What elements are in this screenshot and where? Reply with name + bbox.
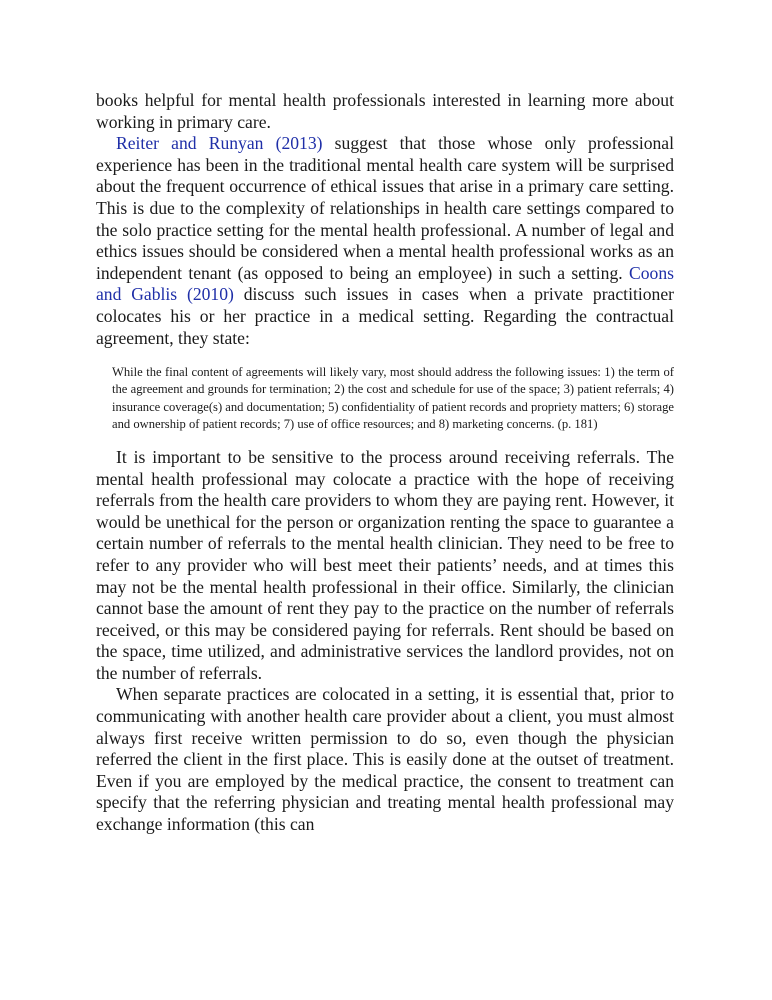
citation-link-reiter-runyan[interactable]: Reiter and Runyan (2013) bbox=[116, 133, 323, 154]
paragraph-text: It is important to be sensitive to the process around receiving referrals. The mental health professional may colocate a practice with the hope of receiving referrals from the health care providers to whom they are paying rent. However, it would be unethical for the person or organization renting the space to guarantee a certain number of referrals to the mental health clinician. They need to be free to refer to any provider who will best meet their patients’ needs, and at times this may not be the mental health professional in their office. Similarly, the clinician cannot base the amount of rent they pay to the practice on the number of referrals received, or this may be considered paying for referrals. Rent should be based on the space, time utilized, and administrative services the landlord provides, not on the number of referrals. bbox=[96, 446, 674, 683]
paragraph-colocated-practices bbox=[96, 684, 674, 835]
document-page bbox=[96, 90, 674, 836]
paragraph-text: discuss such issues in cases when a private practitioner colocates his or her practice in a medical setting. Regarding the contractual agreement, they state: bbox=[96, 284, 674, 348]
paragraph-continuation bbox=[96, 90, 674, 133]
citation-link-coons-gablis[interactable]: Coons and Gablis (2010) bbox=[96, 262, 674, 305]
block-quote bbox=[112, 364, 674, 433]
paragraph-text: When separate practices are colocated in a setting, it is essential that, prior to communicating with another health care provider about a client, you must almost always first receive written permission to do so, even though the physician referred the client in the first place. This is easily done at the outset of treatment. Even if you are employed by the medical practice, the consent to treatment can specify that the referring physician and treating mental health professional may exchange information (this can bbox=[96, 684, 674, 835]
paragraph-referrals bbox=[96, 447, 674, 685]
paragraph-text: books helpful for mental health professionals interested in learning more about working in primary care. bbox=[96, 90, 674, 132]
paragraph-text: suggest that those whose only professional experience has been in the traditional mental health care system will be surprised about the frequent occurrence of ethical issues that arise in a primary care setting. This is due to the complexity of relationships in health care settings compared to the solo practice setting for the mental health professional. A number of legal and ethics issues should be considered when a mental health professional works as an independent tenant (as opposed to being an employee) in such a setting. bbox=[96, 133, 674, 283]
paragraph-reiter-runyan bbox=[96, 133, 674, 349]
block-quote-text: While the final content of agreements will likely vary, most should address the following issues: 1) the term of the agreement and grounds for termination; 2) the cost and schedule for use of the space; 3) patient referrals; 4) insurance coverage(s) and documentation; 5) confidentiality of patient records and propriety matters; 6) storage and ownership of patient records; 7) use of office resources; and 8) marketing concerns. (p. 181) bbox=[112, 365, 674, 431]
